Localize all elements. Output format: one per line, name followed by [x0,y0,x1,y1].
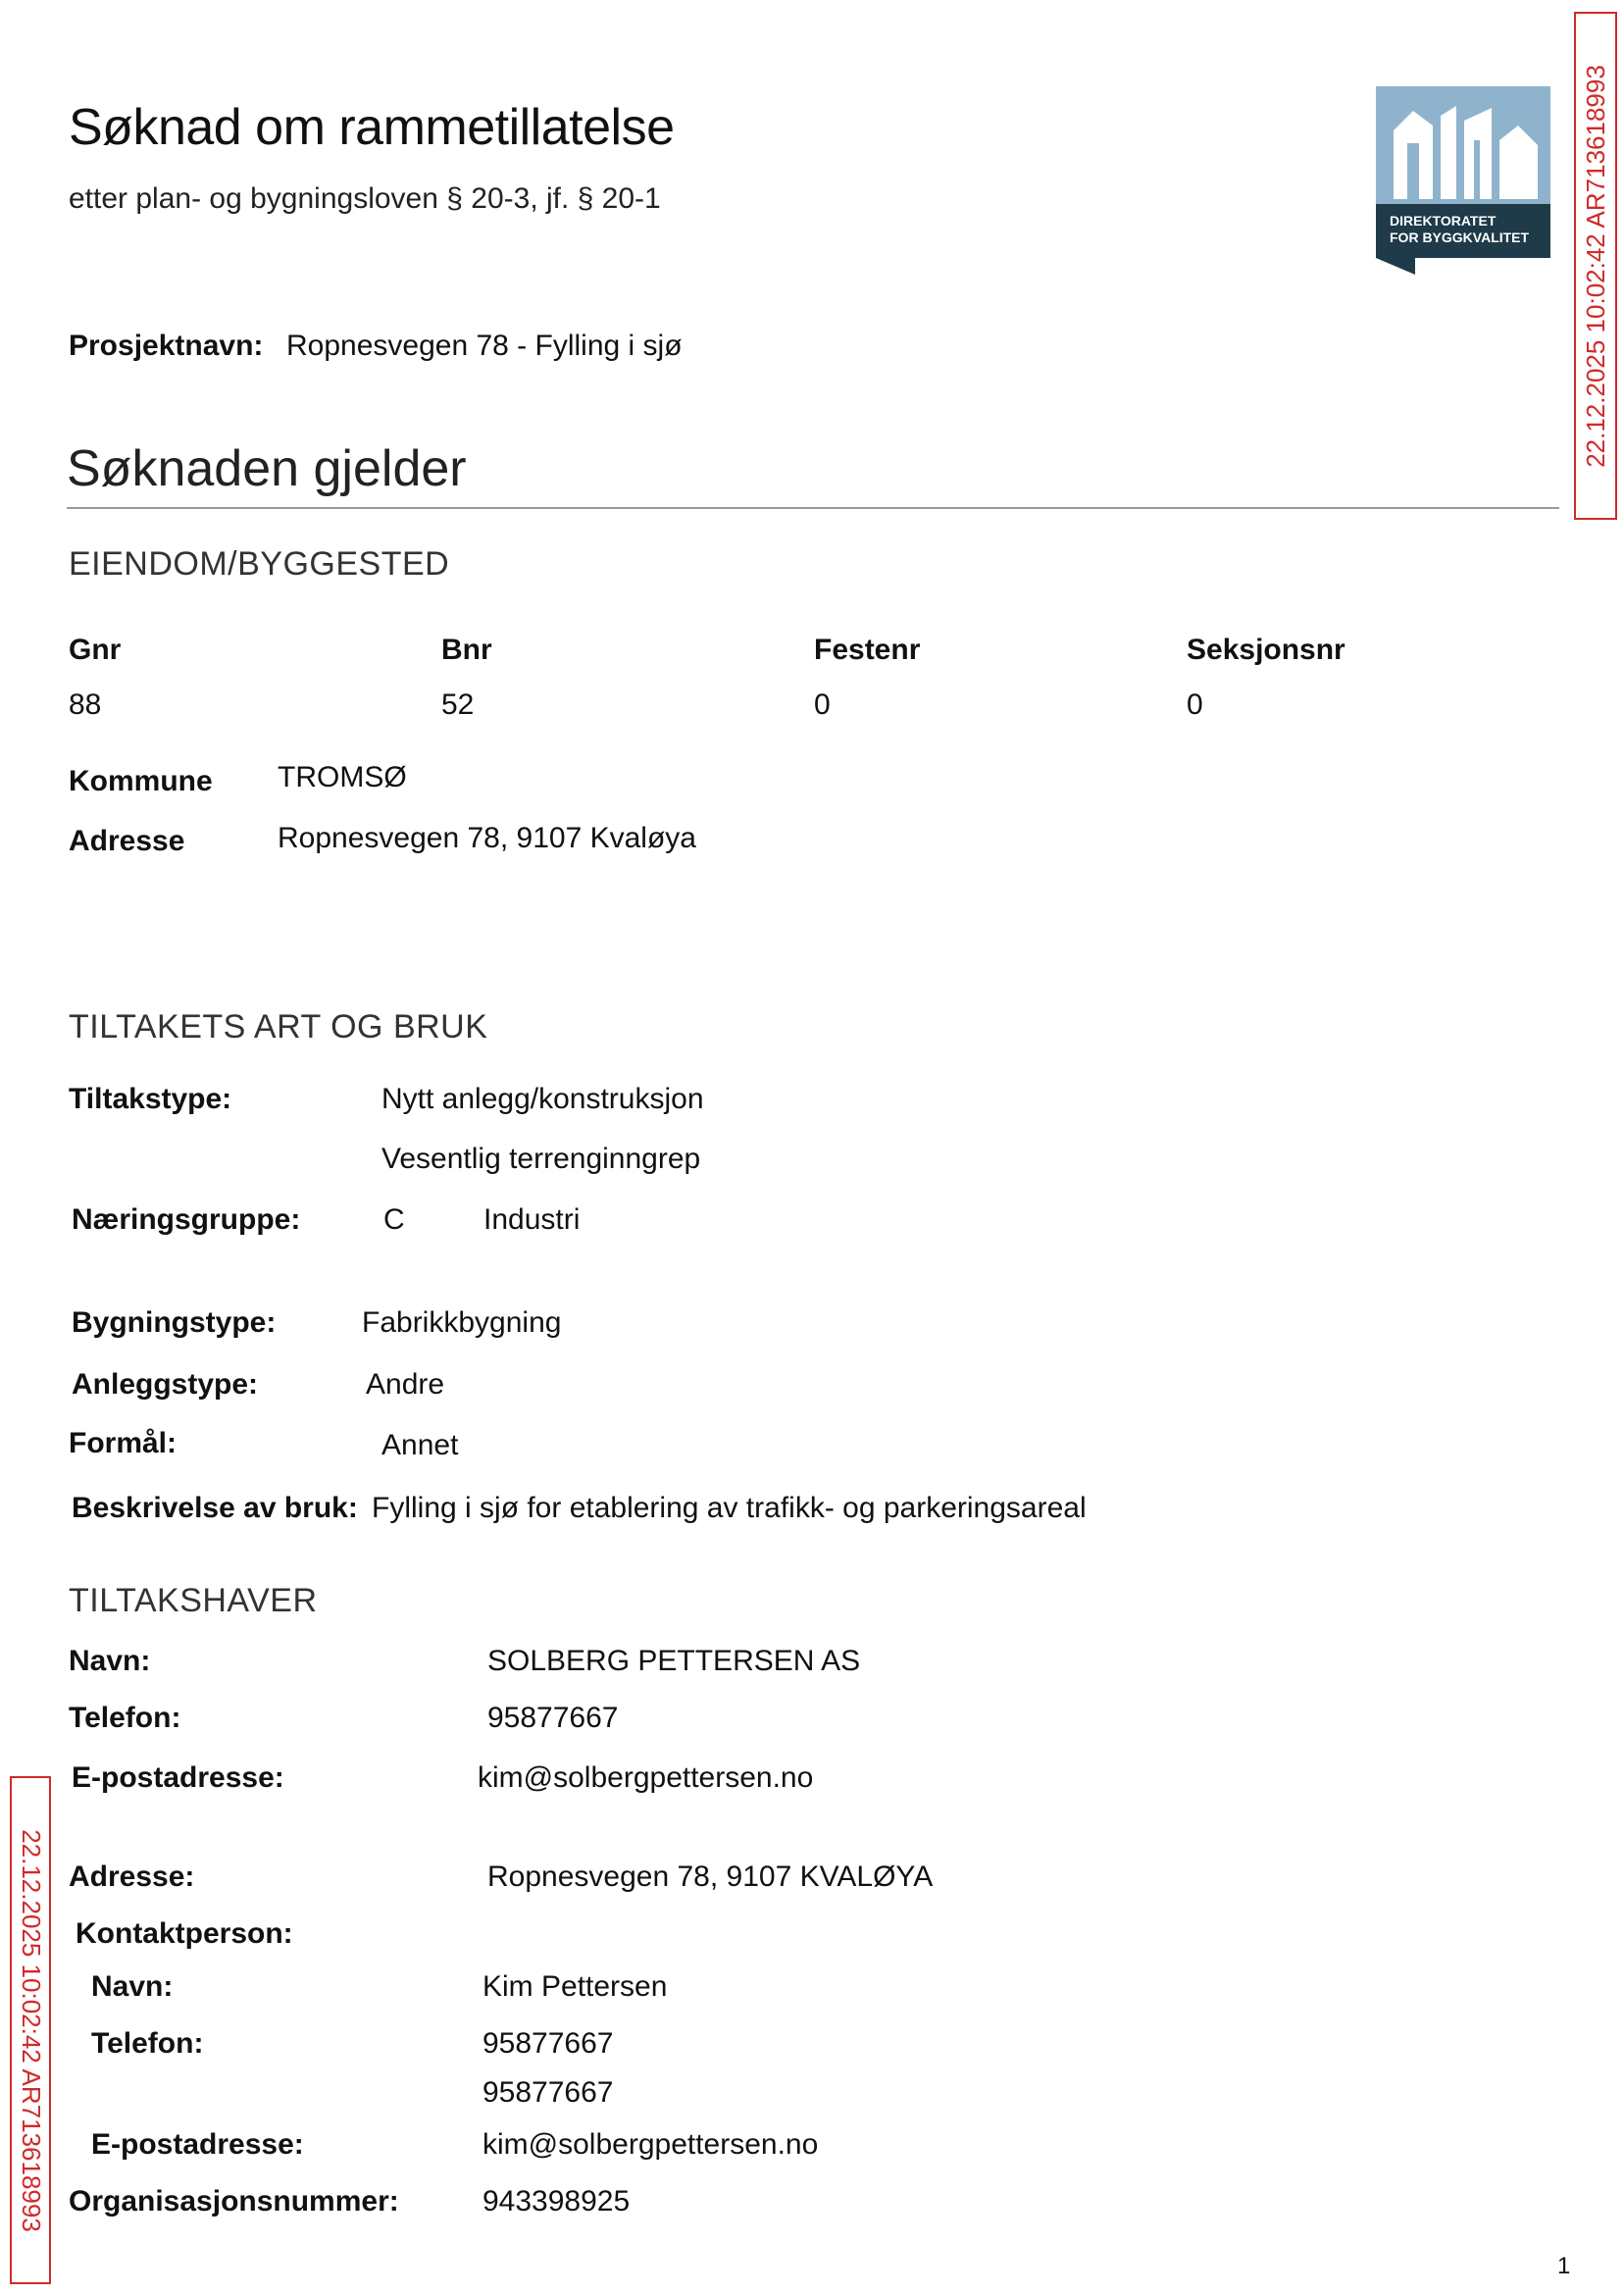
adresse-label: Adresse [69,825,185,857]
formal-value: Annet [381,1429,459,1461]
project-name-value: Ropnesvegen 78 - Fylling i sjø [286,330,683,362]
orgnr-value: 943398925 [482,2185,631,2218]
bygningstype-value: Fabrikkbygning [362,1306,562,1339]
section-title: Søknaden gjelder [67,440,467,497]
beskrivelse-value: Fylling i sjø for etablering av trafikk- og parkeringsareal [372,1492,1087,1524]
anleggstype-label: Anleggstype: [72,1368,259,1401]
kp-navn-value: Kim Pettersen [482,1970,668,2003]
kp-telefon-label: Telefon: [91,2027,204,2060]
project-name-label: Prosjektnavn: [69,330,264,362]
th-epost-label: E-postadresse: [72,1761,284,1794]
date-stamp-text: 22.12.2025 10:02:42 AR713618993 [16,1828,46,2232]
naeringsgruppe-value: Industri [483,1203,581,1236]
kommune-value: TROMSØ [278,761,407,793]
bygningstype-label: Bygningstype: [72,1306,277,1339]
dibk-logo-graphic [1376,86,1550,275]
kp-telefon-value-1: 95877667 [482,2027,614,2060]
date-stamp-text: 22.12.2025 10:02:42 AR713618993 [1580,64,1610,468]
bnr-value: 52 [441,688,475,721]
adresse-value: Ropnesvegen 78, 9107 Kvaløya [278,822,696,854]
th-telefon-value: 95877667 [487,1702,619,1734]
kp-epost-value: kim@solbergpettersen.no [482,2128,819,2161]
seksjonsnr-label: Seksjonsnr [1187,634,1345,666]
tiltakstype-value-2: Vesentlig terrenginngrep [381,1143,701,1175]
th-adresse-label: Adresse: [69,1861,195,1893]
naeringsgruppe-code: C [383,1203,405,1236]
bnr-label: Bnr [441,634,492,666]
document-subtitle: etter plan- og bygningsloven § 20-3, jf. § 20-1 [69,182,661,215]
anleggstype-value: Andre [366,1368,445,1401]
formal-label: Formål: [69,1427,178,1459]
date-stamp-left [10,1776,51,2284]
th-navn-label: Navn: [69,1645,151,1677]
property-heading: EIENDOM/BYGGESTED [69,545,450,583]
section-divider [67,507,1559,509]
seksjonsnr-value: 0 [1187,688,1203,721]
orgnr-label: Organisasjonsnummer: [69,2185,399,2218]
kontaktperson-label: Kontaktperson: [76,1917,293,1950]
festenr-value: 0 [814,688,831,721]
th-adresse-value: Ropnesvegen 78, 9107 KVALØYA [487,1861,934,1893]
document-title: Søknad om rammetillatelse [69,99,675,156]
kp-epost-label: E-postadresse: [91,2128,304,2161]
th-epost-value: kim@solbergpettersen.no [478,1761,814,1794]
naeringsgruppe-label: Næringsgruppe: [72,1203,301,1236]
tiltakstype-label: Tiltakstype: [69,1083,232,1115]
tiltakshaver-heading: TILTAKSHAVER [69,1582,318,1619]
kommune-label: Kommune [69,765,213,797]
kp-telefon-value-2: 95877667 [482,2076,614,2109]
festenr-label: Festenr [814,634,921,666]
kp-navn-label: Navn: [91,1970,174,2003]
gnr-value: 88 [69,688,102,721]
th-telefon-label: Telefon: [69,1702,181,1734]
tiltak-heading: TILTAKETS ART OG BRUK [69,1008,488,1045]
tiltakstype-value-1: Nytt anlegg/konstruksjon [381,1083,704,1115]
th-navn-value: SOLBERG PETTERSEN AS [487,1645,861,1677]
beskrivelse-label: Beskrivelse av bruk: [72,1492,358,1524]
gnr-label: Gnr [69,634,122,666]
page-number: 1 [1557,2253,1571,2279]
logo-text-line1: DIREKTORATET [1390,213,1497,229]
dibk-logo [1376,86,1550,275]
logo-text-line2: FOR BYGGKVALITET [1390,229,1530,245]
date-stamp-right [1574,12,1617,520]
